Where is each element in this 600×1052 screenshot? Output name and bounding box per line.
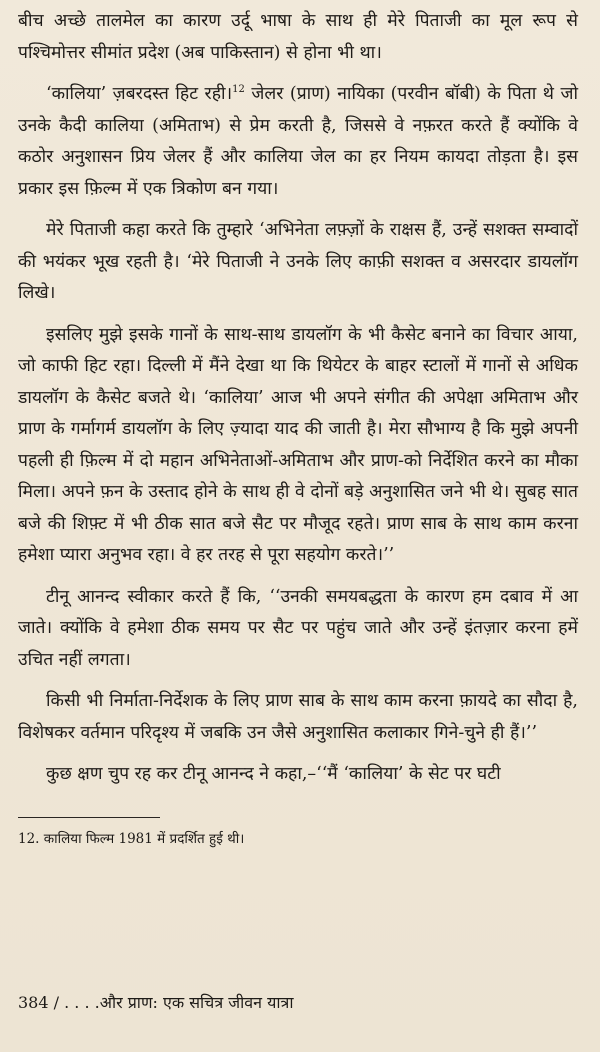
paragraph-6: किसी भी निर्माता-निर्देशक के लिए प्राण साब के साथ काम करना फ़ायदे का सौदा है, विशेषकर वर्तमान परिदृश्य में जबकि उन जैसे अनुशासित कलाकार गिने-चुने ही हैं।’’ bbox=[18, 691, 578, 743]
paragraph-2: ‘कालिया’ ज़बरदस्त हिट रही।$^{12}$ जेलर (प्राण) नायिका (परवीन बॉबी) के पिता थे जो उनके कैदी कालिया (अमिताभ) से प्रेम करती है, जिससे वे नफ़रत करते हैं क्योंकि वे कठोर अनुशासन प्रिय जेलर हैं और कालिया जेल का हर नियम कायदा तोड़ता है। इस प्रकार इस फ़िल्म में एक त्रिकोण बन गया। bbox=[18, 84, 578, 199]
paragraph-7: कुछ क्षण चुप रह कर टीनू आनन्द ने कहा,–‘‘मैं ‘कालिया’ के सेट पर घटी bbox=[46, 764, 501, 784]
page-footer: 384 / . . . .और प्राण: एक सचित्र जीवन यात्रा bbox=[18, 993, 294, 1012]
footnote-divider bbox=[18, 817, 160, 818]
paragraph-4: इसलिए मुझे इसके गानों के साथ-साथ डायलॉग के भी कैसेट बनाने का विचार आया, जो काफी हिट रहा। दिल्ली में मैंने देखा था कि थियेटर के बाहर स्टालों में गानों से अधिक डायलॉग के कैसेट बजते थे। ‘कालिया’ आज भी अपने संगीत की अपेक्षा अमिताभ और प्राण के गर्मागर्म डायलॉग के लिए ज़्यादा याद की जाती है। मेरा सौभाग्य है कि मुझे अपनी पहली ही फ़िल्म में दो महान अभिनेताओं-अमिताभ और प्राण-को निर्देशित करने का मौका मिला। अपने फ़न के उस्ताद होने के साथ ही वे दोनों बड़े अनुशासित जने भी थे। सुबह सात बजे की शिफ़्ट में भी ठीक सात बजे सैट पर मौजूद रहते। प्राण साब के साथ काम करना हमेशा प्यारा अनुभव रहा। वे हर तरह से पूरा सहयोग करते।’’ bbox=[18, 324, 578, 565]
footnote: 12. कालिया फिल्म 1981 में प्रदर्शित हुई थी। bbox=[18, 830, 245, 847]
paragraph-5: टीनू आनन्द स्वीकार करते हैं कि, ‘‘उनकी समयबद्धता के कारण हम दबाव में आ जाते। क्योंकि वे हमेशा ठीक समय पर सैट पर पहुंच जाते और उन्हें इंतज़ार करना हमें उचित नहीं लगता। bbox=[18, 586, 578, 670]
paragraph-3: मेरे पिताजी कहा करते कि तुम्हारे ‘अभिनेता लफ़्ज़ों के राक्षस हैं, उन्हें सशक्त सम्वादों की भयंकर भूख रहती है। ‘मेरे पिताजी ने उनके लिए काफ़ी सशक्त व असरदार डायलॉग लिखे। bbox=[18, 220, 578, 303]
paragraph-1: बीच अच्छे तालमेल का कारण उर्दू भाषा के साथ ही मेरे पिताजी का मूल रूप से पश्चिमोत्तर सीमांत प्रदेश (अब पाकिस्तान) से होना भी था। bbox=[18, 11, 578, 63]
footnote-marker: 12 bbox=[232, 84, 245, 96]
